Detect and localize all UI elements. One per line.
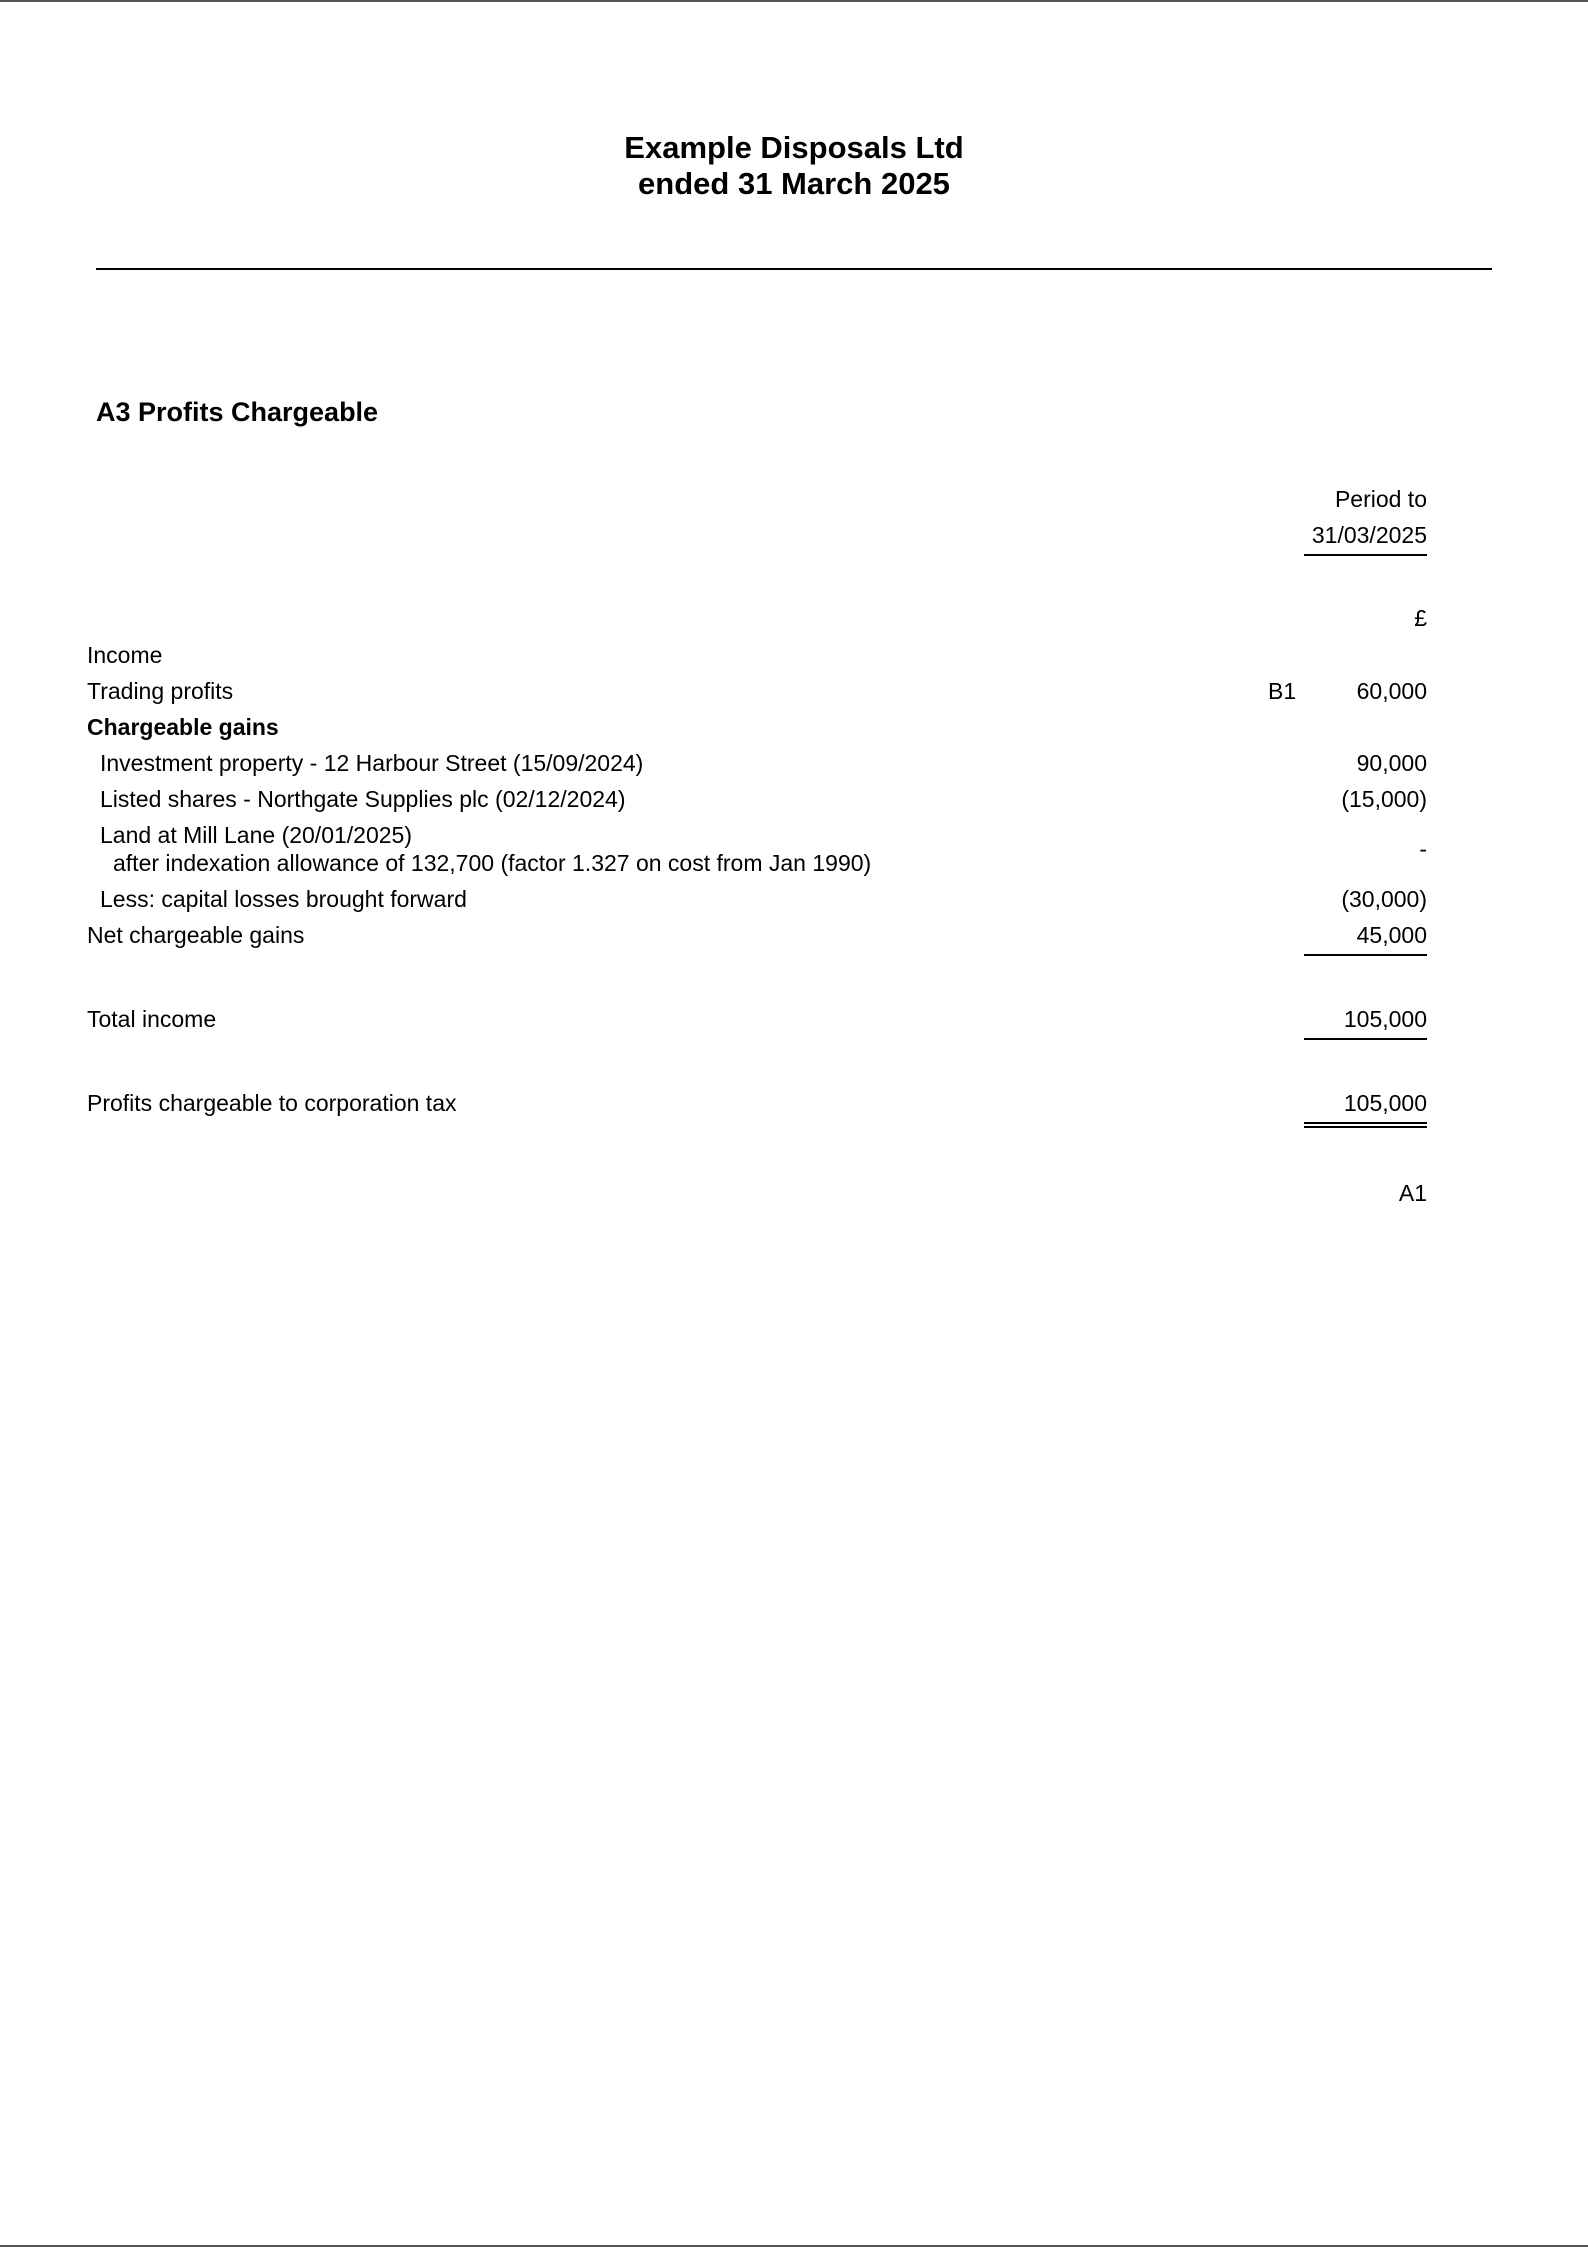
- income-label: Income: [87, 642, 163, 668]
- trading-profits-label: Trading profits: [87, 678, 234, 704]
- land-mill-lane-value: -: [1419, 836, 1427, 862]
- chargeable-gains-heading: Chargeable gains: [87, 714, 279, 740]
- total-income-label: Total income: [87, 1006, 217, 1032]
- trading-profits-value: 60,000: [1356, 678, 1427, 704]
- company-name: Example Disposals Ltd: [624, 130, 964, 165]
- column-heading-period: Period to: [1334, 486, 1427, 512]
- document-header: [0, 130, 1588, 202]
- profits-chargeable-double-underline: [1304, 1122, 1427, 1128]
- total-income-underline: [1304, 1038, 1427, 1040]
- total-income-value: 105,000: [1343, 1006, 1427, 1032]
- page-bottom-border: [0, 2245, 1588, 2247]
- page-top-border: [0, 0, 1588, 2]
- land-mill-lane-sublabel: after indexation allowance of 132,700 (factor 1.327 on cost from Jan 1990): [113, 850, 872, 876]
- capital-losses-label: Less: capital losses brought forward: [100, 886, 467, 912]
- section-title: A3 Profits Chargeable: [96, 397, 379, 427]
- page-reference: A1: [1398, 1180, 1427, 1206]
- currency-symbol: £: [1414, 605, 1427, 631]
- listed-shares-label: Listed shares - Northgate Supplies plc (02/12/2024): [100, 786, 626, 812]
- listed-shares-value: (15,000): [1341, 786, 1427, 812]
- capital-losses-value: (30,000): [1341, 886, 1427, 912]
- land-mill-lane-label: Land at Mill Lane (20/01/2025): [100, 822, 412, 848]
- profits-chargeable-value: 105,000: [1343, 1090, 1427, 1116]
- investment-property-value: 90,000: [1356, 750, 1427, 776]
- column-heading-underline: [1304, 554, 1427, 556]
- net-gains-label: Net chargeable gains: [87, 922, 305, 948]
- profits-chargeable-label: Profits chargeable to corporation tax: [87, 1090, 457, 1116]
- column-heading-date: 31/03/2025: [1311, 522, 1427, 548]
- net-gains-value: 45,000: [1356, 922, 1427, 948]
- trading-profits-note: B1: [1268, 678, 1297, 704]
- net-gains-underline: [1304, 954, 1427, 956]
- header-divider: [96, 268, 1492, 270]
- investment-property-label: Investment property - 12 Harbour Street (15/09/2024): [100, 750, 644, 776]
- period-title: ended 31 March 2025: [638, 166, 950, 201]
